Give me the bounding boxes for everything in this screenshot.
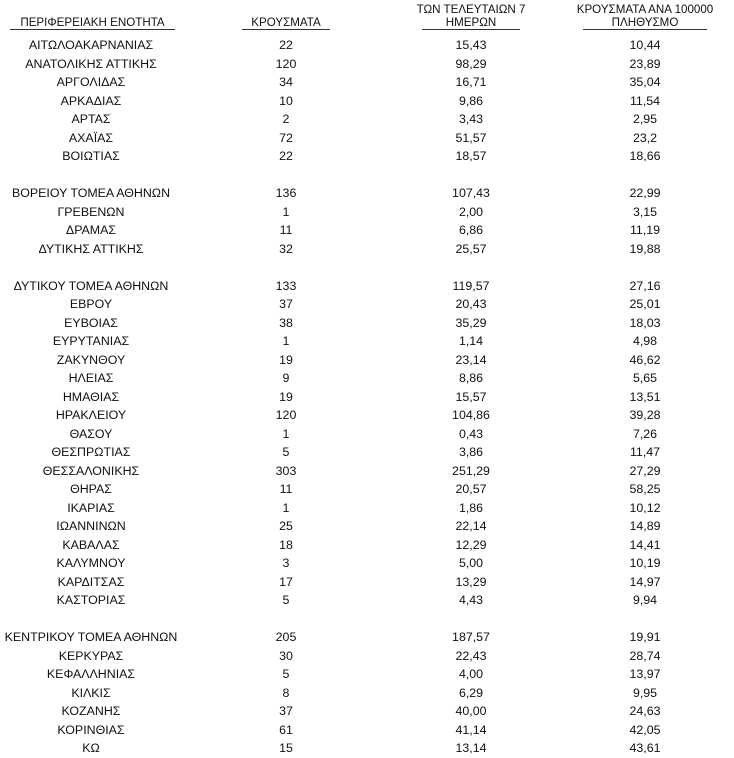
cases-cell: 5 <box>282 593 290 607</box>
region-cell: ΓΡΕΒΕΝΩΝ <box>57 204 125 219</box>
last7-cell: 6,86 <box>458 223 484 237</box>
per100k-cell: 5,65 <box>632 371 658 385</box>
cases-cell: 37 <box>279 704 293 718</box>
table-row <box>0 647 734 666</box>
last7-cell: 3,43 <box>458 112 484 126</box>
table-row <box>0 517 734 536</box>
table-row <box>0 702 734 721</box>
per100k-cell: 42,05 <box>629 722 661 737</box>
cases-cell: 19 <box>279 389 293 404</box>
last7-cell: 119,57 <box>452 278 490 293</box>
per100k-cell: 19,91 <box>629 630 661 644</box>
per100k-cell: 9,94 <box>632 593 658 607</box>
region-cell: ΗΜΑΘΙΑΣ <box>62 389 120 404</box>
cases-cell: 1 <box>282 426 290 441</box>
group-spacer <box>0 610 734 629</box>
table-row <box>0 351 734 370</box>
table-row <box>0 684 734 703</box>
group-spacer <box>0 166 734 185</box>
per100k-cell: 3,15 <box>632 204 658 219</box>
table-row <box>0 425 734 444</box>
cases-cell: 19 <box>279 352 293 367</box>
cases-cell: 61 <box>279 722 293 737</box>
last7-cell: 4,43 <box>458 593 484 607</box>
per100k-cell: 28,74 <box>629 648 661 663</box>
cases-cell: 37 <box>279 297 293 311</box>
last7-cell: 16,71 <box>455 75 487 89</box>
last7-cell: 13,14 <box>455 741 487 755</box>
cases-cell: 22 <box>279 149 293 163</box>
per100k-cell: 14,89 <box>629 519 661 533</box>
table-row <box>0 591 734 610</box>
cases-cell: 1 <box>282 204 290 219</box>
cases-cell: 38 <box>279 315 293 330</box>
region-cell: ΘΗΡΑΣ <box>70 482 112 496</box>
header-per100k-line2: ΠΛΗΘΥΣΜΟ <box>583 16 707 30</box>
table-row <box>0 36 734 55</box>
last7-cell: 15,43 <box>455 38 487 52</box>
table-body <box>0 36 734 758</box>
region-cell: ΘΕΣΣΑΛΟΝΙΚΗΣ <box>42 463 140 478</box>
group-spacer <box>0 258 734 277</box>
header-per100k-line1: ΚΡΟΥΣΜΑΤΑ ΑΝΑ 100000 <box>576 3 714 16</box>
last7-cell: 6,29 <box>458 685 484 700</box>
last7-cell: 98,29 <box>455 56 487 71</box>
cases-cell: 34 <box>279 75 293 89</box>
last7-cell: 15,57 <box>455 389 487 404</box>
table-row <box>0 443 734 462</box>
cases-cell: 136 <box>275 186 297 200</box>
header-last7-line2: ΗΜΕΡΩΝ <box>422 16 520 30</box>
table-row <box>0 480 734 499</box>
per100k-cell: 14,97 <box>629 574 661 589</box>
last7-cell: 1,14 <box>458 334 484 348</box>
last7-cell: 20,43 <box>455 297 487 311</box>
region-cell: ΑΧΑΪΑΣ <box>68 130 114 145</box>
table-row <box>0 203 734 222</box>
cases-cell: 17 <box>279 574 293 589</box>
cases-cell: 11 <box>279 482 293 496</box>
last7-cell: 1,86 <box>458 500 484 515</box>
region-cell: ΑΡΚΑΔΙΑΣ <box>60 93 122 108</box>
last7-cell: 104,86 <box>452 408 490 422</box>
cases-cell: 10 <box>279 93 293 108</box>
table-header <box>0 0 734 34</box>
last7-cell: 41,14 <box>455 722 487 737</box>
per100k-cell: 18,03 <box>629 315 661 330</box>
last7-cell: 51,57 <box>455 130 487 145</box>
last7-cell: 251,29 <box>452 463 490 478</box>
per100k-cell: 4,98 <box>632 334 658 348</box>
per100k-cell: 9,95 <box>632 685 658 700</box>
last7-cell: 8,86 <box>458 371 484 385</box>
region-cell: ΕΥΡΥΤΑΝΙΑΣ <box>52 334 130 348</box>
table-row <box>0 92 734 111</box>
region-cell: ΚΩ <box>82 741 100 755</box>
cases-cell: 5 <box>282 445 290 459</box>
cases-cell: 1 <box>282 500 290 515</box>
region-cell: ΑΙΤΩΛΟΑΚΑΡΝΑΝΙΑΣ <box>28 38 154 52</box>
region-cell: ΚΕΦΑΛΛΗΝΙΑΣ <box>46 667 136 681</box>
per100k-cell: 2,95 <box>632 112 658 126</box>
last7-cell: 107,43 <box>452 186 490 200</box>
table-row <box>0 536 734 555</box>
region-cell: ΕΥΒΟΙΑΣ <box>64 315 118 330</box>
per100k-cell: 23,2 <box>632 130 658 145</box>
last7-cell: 3,86 <box>458 445 484 459</box>
cases-cell: 15 <box>279 741 293 755</box>
per100k-cell: 23,89 <box>629 56 661 71</box>
table-row <box>0 628 734 647</box>
last7-cell: 25,57 <box>455 241 487 256</box>
cases-cell: 120 <box>275 56 297 71</box>
region-cell: ΖΑΚΥΝΘΟΥ <box>56 352 126 367</box>
cases-cell: 9 <box>282 371 290 385</box>
per100k-cell: 58,25 <box>629 482 661 496</box>
last7-cell: 40,00 <box>455 704 487 718</box>
cases-cell: 5 <box>282 667 290 681</box>
per100k-cell: 24,63 <box>629 704 661 718</box>
cases-cell: 8 <box>282 685 290 700</box>
table-row <box>0 554 734 573</box>
last7-cell: 2,00 <box>458 204 484 219</box>
per100k-cell: 27,16 <box>629 278 661 293</box>
per100k-cell: 10,44 <box>629 38 661 52</box>
table-row <box>0 332 734 351</box>
table-row <box>0 73 734 92</box>
table-row <box>0 110 734 129</box>
table-row <box>0 388 734 407</box>
region-cell: ΚΑΛΥΜΝΟΥ <box>56 556 126 570</box>
last7-cell: 4,00 <box>458 667 484 681</box>
cases-cell: 303 <box>275 463 297 478</box>
header-last7-line1: ΤΩΝ ΤΕΛΕΥΤΑΙΩΝ 7 <box>416 3 526 16</box>
region-cell: ΚΕΡΚΥΡΑΣ <box>58 648 124 663</box>
cases-cell: 22 <box>279 38 293 52</box>
table-row <box>0 406 734 425</box>
table-row <box>0 240 734 259</box>
region-cell: ΙΚΑΡΙΑΣ <box>67 500 115 515</box>
region-cell: ΔΥΤΙΚΗΣ ΑΤΤΙΚΗΣ <box>38 241 144 256</box>
per100k-cell: 25,01 <box>629 297 661 311</box>
table-row <box>0 499 734 518</box>
per100k-cell: 11,54 <box>629 93 661 108</box>
table-row <box>0 462 734 481</box>
region-cell: ΘΑΣΟΥ <box>69 426 113 441</box>
per100k-cell: 19,88 <box>629 241 661 256</box>
last7-cell: 35,29 <box>455 315 487 330</box>
cases-cell: 30 <box>279 648 293 663</box>
per100k-cell: 13,51 <box>629 389 661 404</box>
region-cell: ΚΙΛΚΙΣ <box>71 685 111 700</box>
region-cell: ΚΕΝΤΡΙΚΟΥ ΤΟΜΕΑ ΑΘΗΝΩΝ <box>4 630 178 644</box>
cases-cell: 2 <box>282 112 290 126</box>
region-cell: ΑΡΤΑΣ <box>71 112 111 126</box>
region-cell: ΒΟΙΩΤΙΑΣ <box>62 149 120 163</box>
region-cell: ΔΡΑΜΑΣ <box>65 223 117 237</box>
cases-cell: 133 <box>275 278 297 293</box>
last7-cell: 12,29 <box>455 537 487 552</box>
per100k-cell: 10,19 <box>629 556 661 570</box>
table-row <box>0 221 734 240</box>
cases-cell: 205 <box>275 630 297 644</box>
last7-cell: 0,43 <box>458 426 484 441</box>
region-cell: ΚΑΡΔΙΤΣΑΣ <box>57 574 125 589</box>
per100k-cell: 27,29 <box>629 463 661 478</box>
per100k-cell: 39,28 <box>629 408 661 422</box>
per100k-cell: 22,99 <box>629 186 661 200</box>
region-cell: ΑΝΑΤΟΛΙΚΗΣ ΑΤΤΙΚΗΣ <box>25 56 157 71</box>
cases-cell: 3 <box>282 556 290 570</box>
table-row <box>0 739 734 758</box>
region-cell: ΙΩΑΝΝΙΝΩΝ <box>56 519 126 533</box>
table-row <box>0 277 734 296</box>
cases-cell: 32 <box>279 241 293 256</box>
last7-cell: 9,86 <box>458 93 484 108</box>
per100k-cell: 14,41 <box>629 537 661 552</box>
region-cell: ΑΡΓΟΛΙΔΑΣ <box>56 75 126 89</box>
cases-cell: 120 <box>275 408 297 422</box>
region-cell: ΔΥΤΙΚΟΥ ΤΟΜΕΑ ΑΘΗΝΩΝ <box>13 278 169 293</box>
cases-cell: 25 <box>279 519 293 533</box>
region-cell: ΕΒΡΟΥ <box>69 297 113 311</box>
last7-cell: 13,29 <box>455 574 487 589</box>
per100k-cell: 43,61 <box>629 741 661 755</box>
table-row <box>0 147 734 166</box>
region-cell: ΒΟΡΕΙΟΥ ΤΟΜΕΑ ΑΘΗΝΩΝ <box>11 186 171 200</box>
last7-cell: 187,57 <box>452 630 490 644</box>
cases-cell: 18 <box>279 537 293 552</box>
table-row <box>0 184 734 203</box>
region-cell: ΘΕΣΠΡΩΤΙΑΣ <box>51 445 131 459</box>
table-row <box>0 573 734 592</box>
region-cell: ΚΟΖΑΝΗΣ <box>61 704 121 718</box>
region-cell: ΚΑΒΑΛΑΣ <box>62 537 120 552</box>
region-cell: ΗΛΕΙΑΣ <box>68 371 114 385</box>
table-row <box>0 314 734 333</box>
region-cell: ΚΑΣΤΟΡΙΑΣ <box>56 593 126 607</box>
header-cases: ΚΡΟΥΣΜΑΤΑ <box>242 16 330 30</box>
region-cell: ΚΟΡΙΝΘΙΑΣ <box>57 722 125 737</box>
cases-cell: 11 <box>279 223 293 237</box>
header-region: ΠΕΡΙΦΕΡΕΙΑΚΗ ΕΝΟΤΗΤΑ <box>10 16 175 30</box>
per100k-cell: 11,47 <box>629 445 661 459</box>
table-row <box>0 721 734 740</box>
table-row <box>0 369 734 388</box>
per100k-cell: 18,66 <box>629 149 661 163</box>
cases-cell: 1 <box>282 334 290 348</box>
last7-cell: 22,43 <box>455 648 487 663</box>
per100k-cell: 35,04 <box>629 75 661 89</box>
table-row <box>0 665 734 684</box>
last7-cell: 22,14 <box>455 519 487 533</box>
last7-cell: 18,57 <box>455 149 487 163</box>
per100k-cell: 46,62 <box>629 352 661 367</box>
last7-cell: 5,00 <box>458 556 484 570</box>
table-row <box>0 55 734 74</box>
per100k-cell: 10,12 <box>629 500 661 515</box>
last7-cell: 23,14 <box>455 352 487 367</box>
last7-cell: 20,57 <box>455 482 487 496</box>
region-cell: ΗΡΑΚΛΕΙΟΥ <box>55 408 127 422</box>
table-row <box>0 295 734 314</box>
cases-cell: 72 <box>279 130 293 145</box>
per100k-cell: 7,26 <box>632 426 658 441</box>
per100k-cell: 11,19 <box>629 223 661 237</box>
table-row <box>0 129 734 148</box>
per100k-cell: 13,97 <box>629 667 661 681</box>
